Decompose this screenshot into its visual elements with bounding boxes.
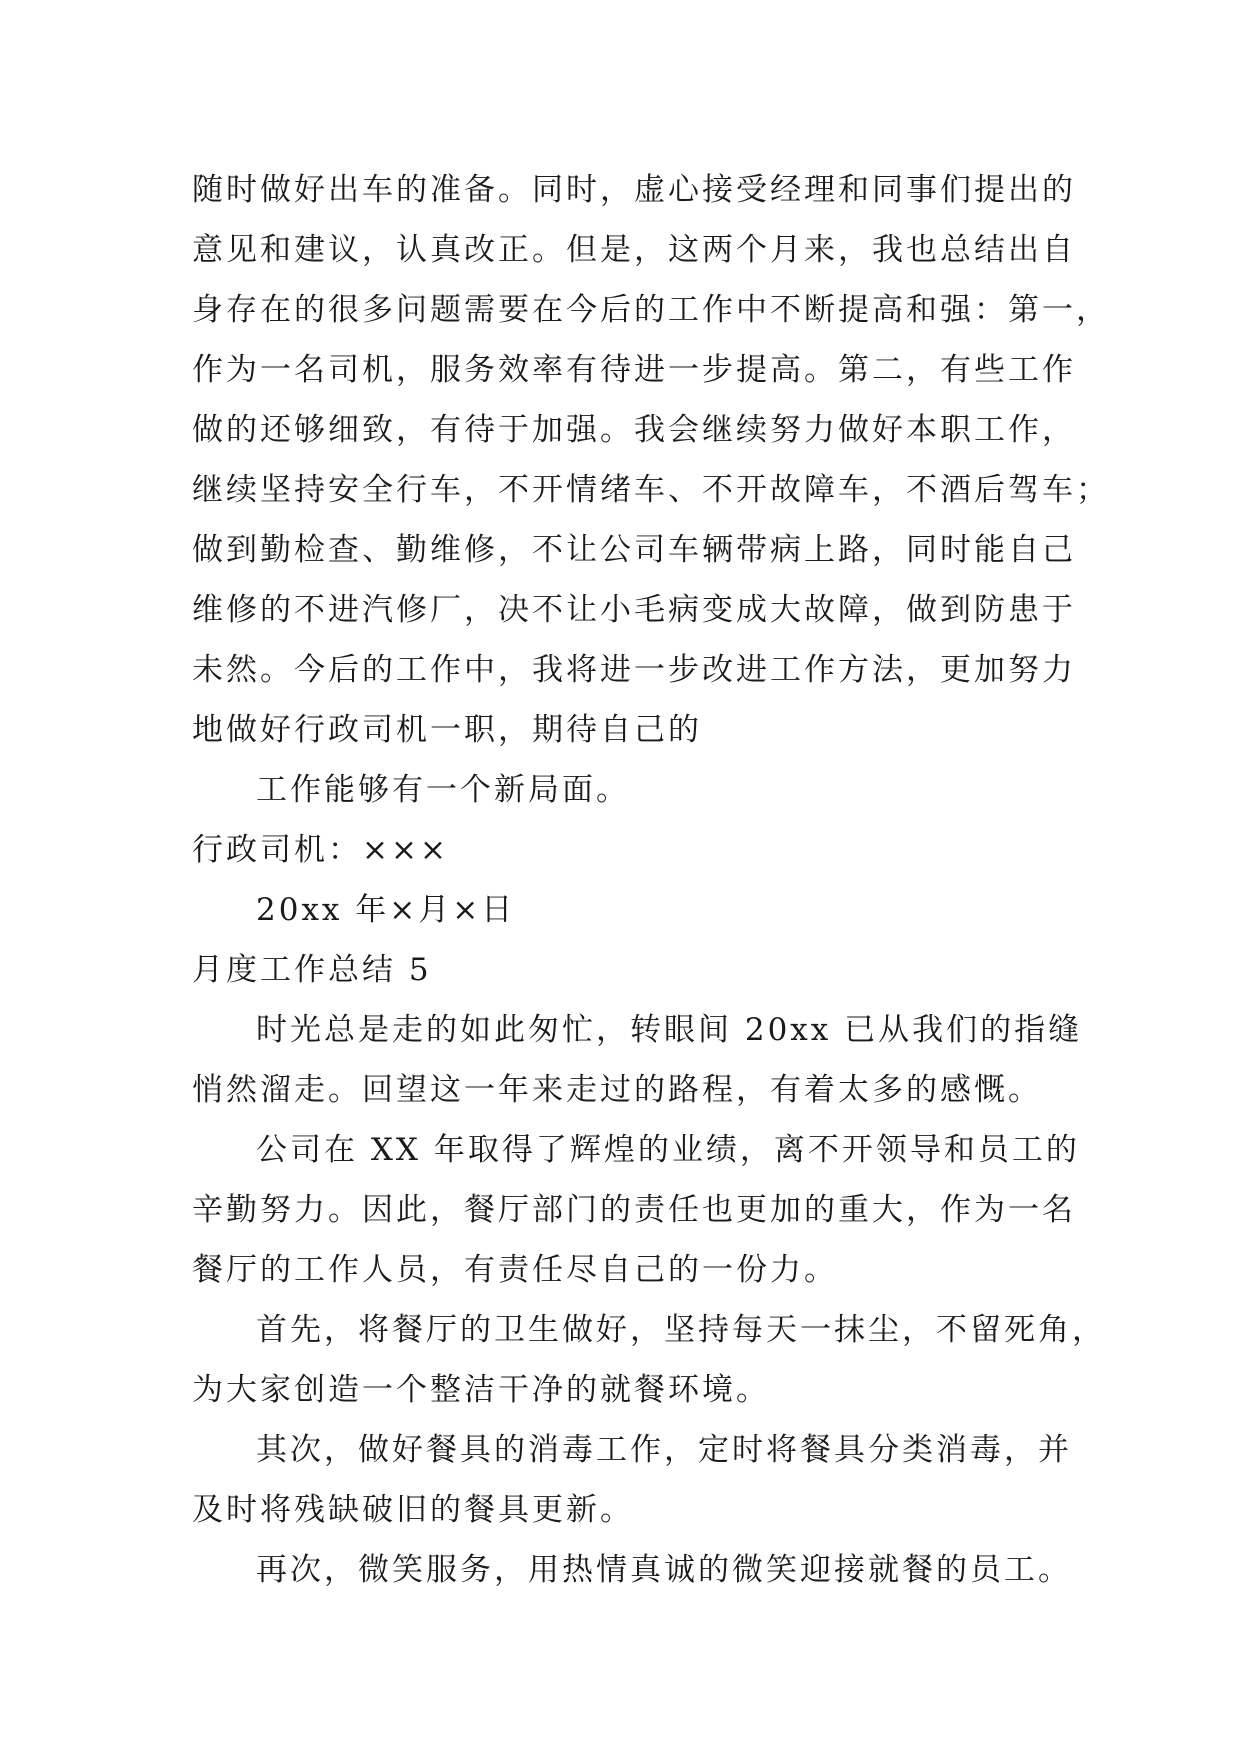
text-line: 公司在 XX 年取得了辉煌的业绩，离不开领导和员工的 bbox=[256, 1132, 1080, 1168]
text-line: 地做好行政司机一职，期待自己的 bbox=[192, 712, 702, 748]
text-line: 20xx 年×月×日 bbox=[256, 892, 516, 928]
text-line: 随时做好出车的准备。同时，虚心接受经理和同事们提出的 bbox=[192, 172, 1076, 208]
text-line: 首先，将餐厅的卫生做好，坚持每天一抹尘，不留死角， bbox=[256, 1312, 1106, 1348]
text-line: 其次，做好餐具的消毒工作，定时将餐具分类消毒，并 bbox=[256, 1432, 1072, 1468]
text-line: 为大家创造一个整洁干净的就餐环境。 bbox=[192, 1372, 770, 1408]
text-line: 维修的不进汽修厂，决不让小毛病变成大故障，做到防患于 bbox=[192, 592, 1076, 628]
text-line: 行政司机：××× bbox=[192, 832, 449, 868]
text-line: 意见和建议，认真改正。但是，这两个月来，我也总结出自 bbox=[192, 232, 1076, 268]
text-line: 工作能够有一个新局面。 bbox=[256, 772, 630, 808]
text-line: 做到勤检查、勤维修，不让公司车辆带病上路，同时能自己 bbox=[192, 532, 1076, 568]
text-line: 月度工作总结 5 bbox=[192, 952, 432, 988]
text-line: 未然。今后的工作中，我将进一步改进工作方法，更加努力 bbox=[192, 652, 1076, 688]
text-line: 做的还够细致，有待于加强。我会继续努力做好本职工作， bbox=[192, 412, 1076, 448]
text-line: 餐厅的工作人员，有责任尽自己的一份力。 bbox=[192, 1252, 838, 1288]
text-line: 悄然溜走。回望这一年来走过的路程，有着太多的感慨。 bbox=[192, 1072, 1042, 1108]
text-line: 身存在的很多问题需要在今后的工作中不断提高和强：第一， bbox=[192, 292, 1110, 328]
text-line: 及时将残缺破旧的餐具更新。 bbox=[192, 1492, 634, 1528]
text-line: 时光总是走的如此匆忙，转眼间 20xx 已从我们的指缝 bbox=[256, 1012, 1083, 1048]
document-body bbox=[192, 160, 1110, 1600]
text-line: 作为一名司机，服务效率有待进一步提高。第二，有些工作 bbox=[192, 352, 1076, 388]
text-line: 辛勤努力。因此，餐厅部门的责任也更加的重大，作为一名 bbox=[192, 1192, 1076, 1228]
text-line: 再次，微笑服务，用热情真诚的微笑迎接就餐的员工。 bbox=[256, 1552, 1072, 1588]
text-line: 继续坚持安全行车，不开情绪车、不开故障车，不酒后驾车； bbox=[192, 472, 1110, 508]
